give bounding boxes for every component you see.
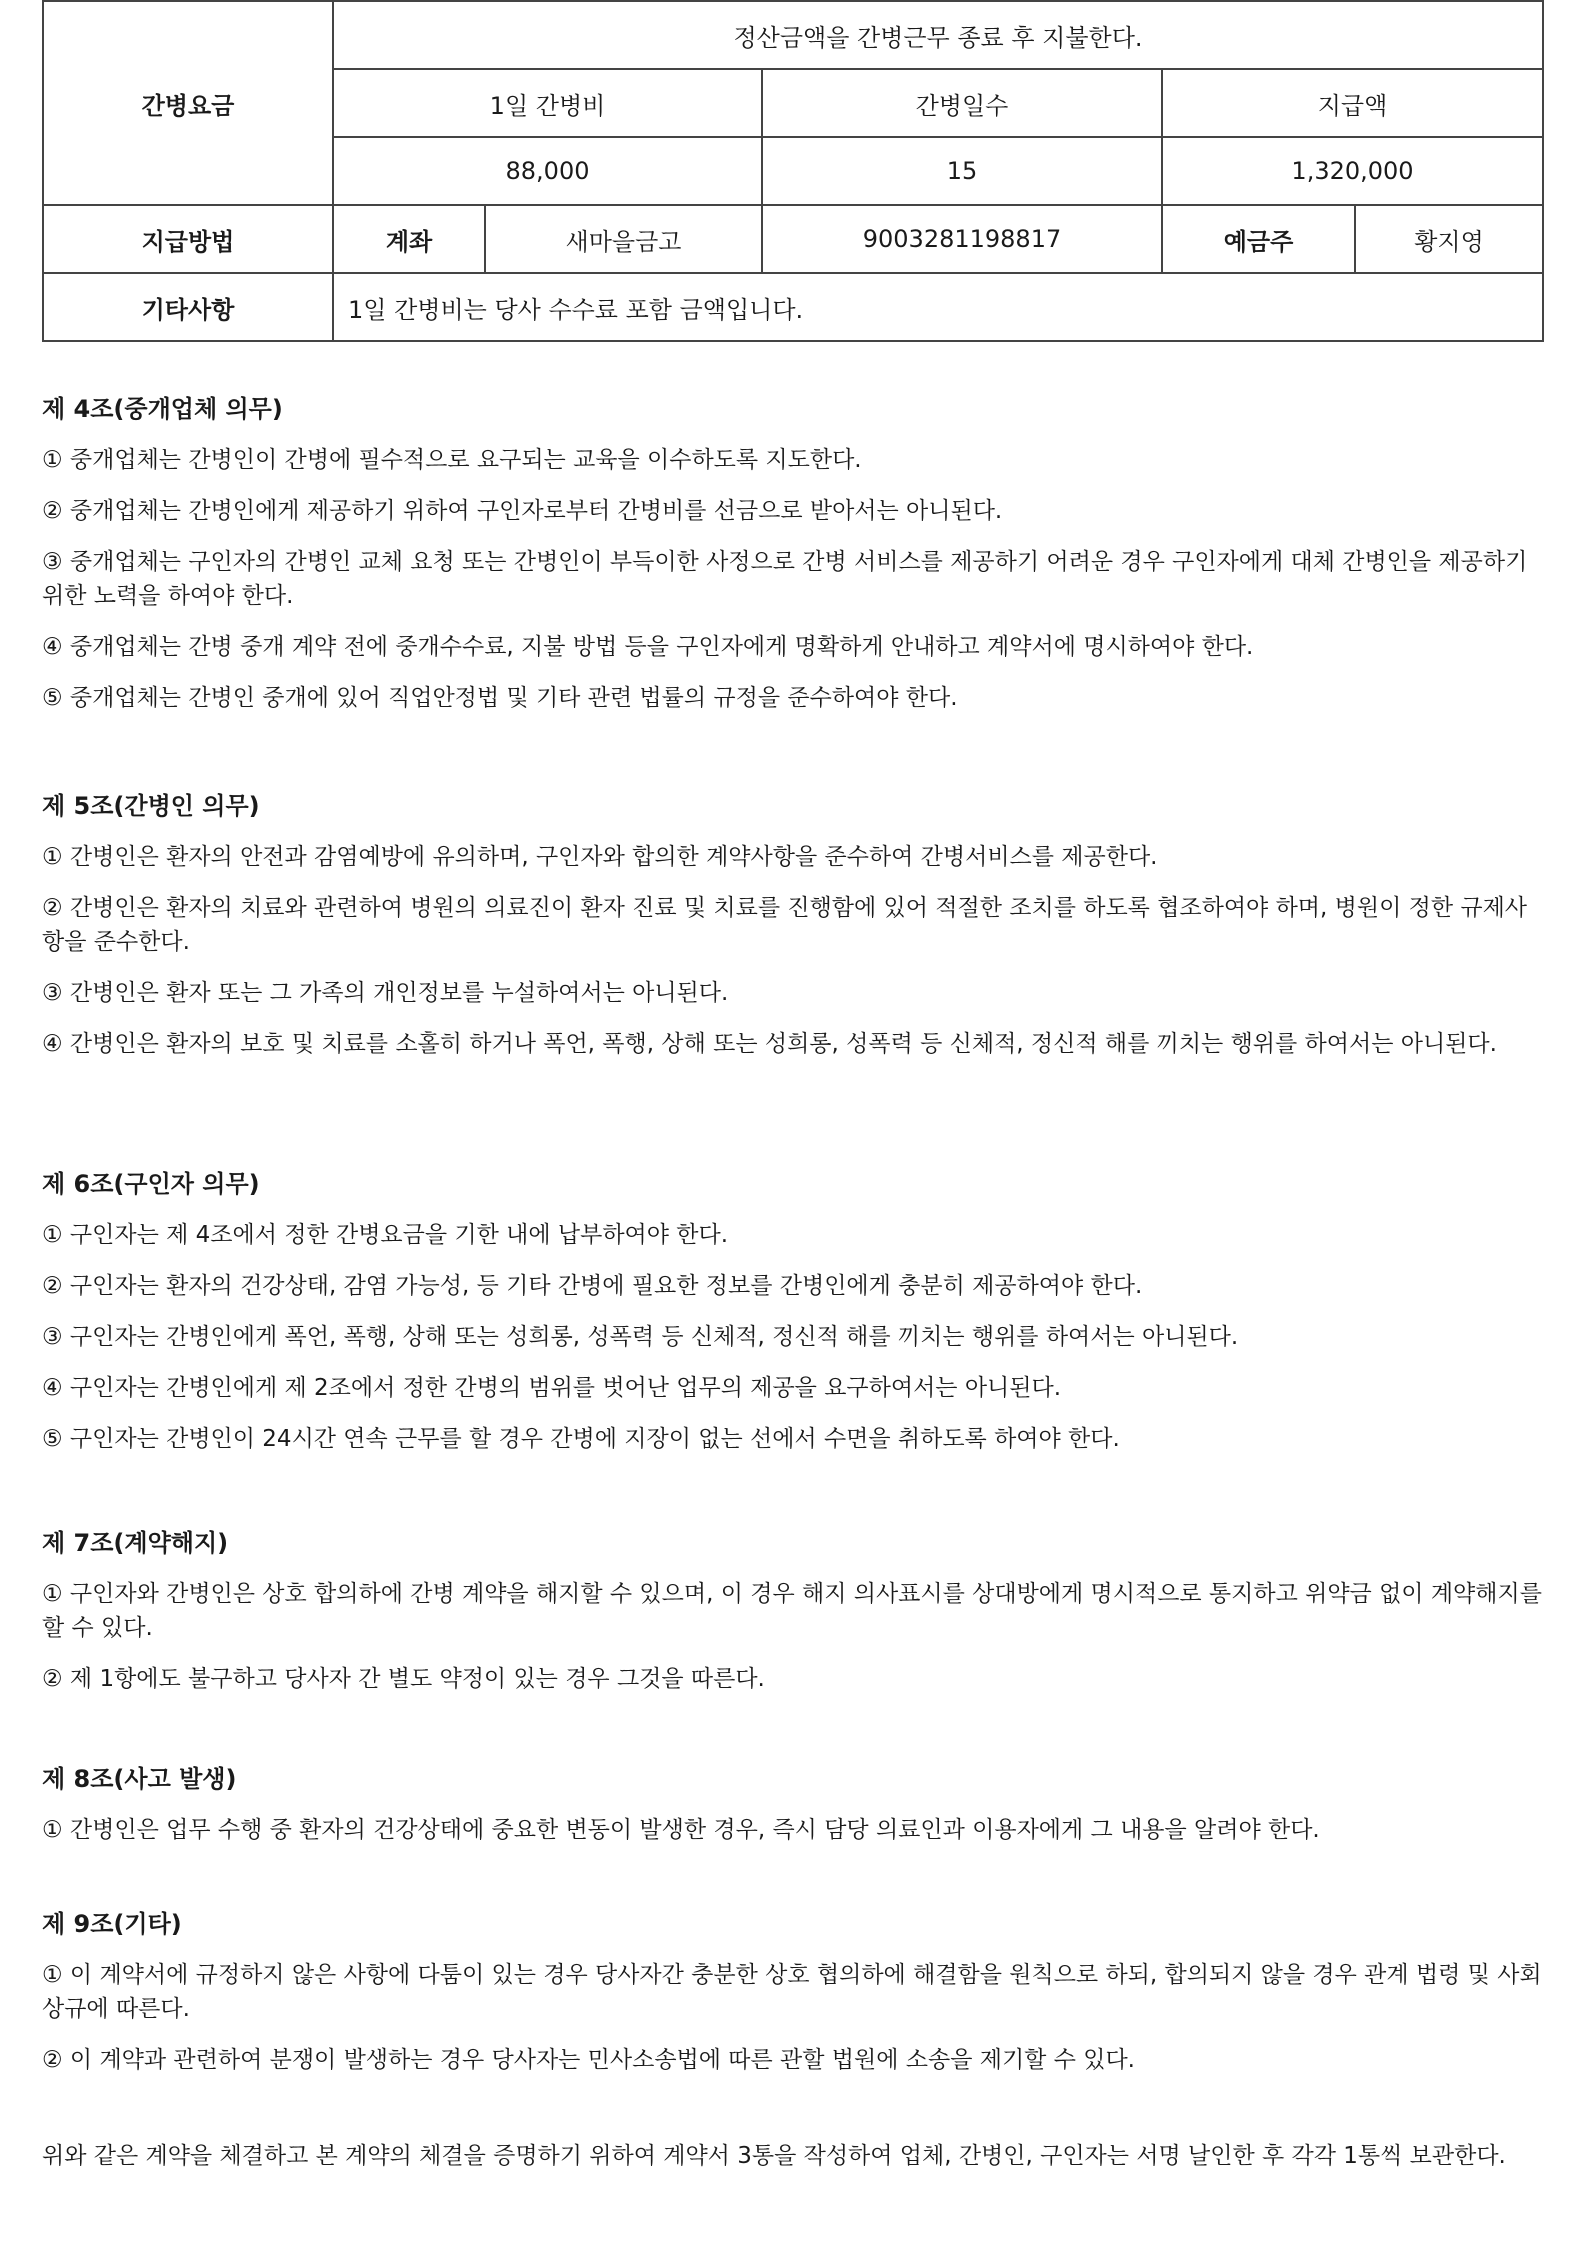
article-title: 제 4조(중개업체 의무)	[42, 395, 283, 423]
payment-method-label: 지급방법	[43, 205, 333, 273]
article-5	[42, 789, 1542, 1061]
article-title: 제 5조(간병인 의무)	[42, 792, 260, 820]
article-8	[42, 1762, 1542, 1847]
clause: ① 구인자는 제 4조에서 정한 간병요금을 기한 내에 납부하여야 한다.	[42, 1222, 729, 1248]
article-9	[42, 1907, 1542, 2077]
clause: ② 이 계약과 관련하여 분쟁이 발생하는 경우 당사자는 민사소송법에 따른 관할 법원에 소송을 제기할 수 있다.	[42, 2047, 1135, 2073]
clause: ① 이 계약서에 규정하지 않은 사항에 다툼이 있는 경우 당사자간 충분한 상호 협의하에 해결함을 원칙으로 하되, 합의되지 않을 경우 관계 법령 및 사회상규에 따른다.	[42, 1962, 1542, 2022]
clause: ① 중개업체는 간병인이 간병에 필수적으로 요구되는 교육을 이수하도록 지도한다.	[42, 447, 862, 473]
clause: ④ 간병인은 환자의 보호 및 치료를 소홀히 하거나 폭언, 폭행, 상해 또는 성희롱, 성폭력 등 신체적, 정신적 해를 끼치는 행위를 하여서는 아니된다.	[42, 1031, 1497, 1057]
holder-name: 황지영	[1355, 205, 1543, 273]
article-7	[42, 1526, 1542, 1696]
holder-label: 예금주	[1162, 205, 1355, 273]
other-note: 1일 간병비는 당사 수수료 포함 금액입니다.	[333, 273, 1543, 341]
clause: ③ 구인자는 간병인에게 폭언, 폭행, 상해 또는 성희롱, 성폭력 등 신체적, 정신적 해를 끼치는 행위를 하여서는 아니된다.	[42, 1324, 1239, 1350]
clause: ⑤ 중개업체는 간병인 중개에 있어 직업안정법 및 기타 관련 법률의 규정을 준수하여야 한다.	[42, 685, 958, 711]
article-title: 제 7조(계약해지)	[42, 1529, 229, 1557]
article-title: 제 9조(기타)	[42, 1910, 182, 1938]
amount-header: 지급액	[1162, 69, 1543, 137]
daily-fee-header: 1일 간병비	[333, 69, 762, 137]
fee-table	[42, 0, 1544, 342]
closing-statement: 위와 같은 계약을 체결하고 본 계약의 체결을 증명하기 위하여 계약서 3통을 작성하여 업체, 간병인, 구인자는 서명 날인한 후 각각 1통씩 보관한다.	[42, 2143, 1506, 2169]
daily-fee-value: 88,000	[333, 137, 762, 205]
clause: ③ 중개업체는 구인자의 간병인 교체 요청 또는 간병인이 부득이한 사정으로 간병 서비스를 제공하기 어려운 경우 구인자에게 대체 간병인을 제공하기 위한 노력을 하여야 한다.	[42, 549, 1528, 609]
clause: ③ 간병인은 환자 또는 그 가족의 개인정보를 누설하여서는 아니된다.	[42, 980, 729, 1006]
clause: ① 간병인은 업무 수행 중 환자의 건강상태에 중요한 변동이 발생한 경우, 즉시 담당 의료인과 이용자에게 그 내용을 알려야 한다.	[42, 1817, 1320, 1843]
days-header: 간병일수	[762, 69, 1162, 137]
article-title: 제 8조(사고 발생)	[42, 1765, 237, 1793]
article-4	[42, 392, 1542, 715]
clause: ② 간병인은 환자의 치료와 관련하여 병원의 의료진이 환자 진료 및 치료를 진행함에 있어 적절한 조치를 하도록 협조하여야 하며, 병원이 정한 규제사항을 준수한다.	[42, 895, 1528, 955]
clause: ② 구인자는 환자의 건강상태, 감염 가능성, 등 기타 간병에 필요한 정보를 간병인에게 충분히 제공하여야 한다.	[42, 1273, 1143, 1299]
clause: ① 간병인은 환자의 안전과 감염예방에 유의하며, 구인자와 합의한 계약사항을 준수하여 간병서비스를 제공한다.	[42, 844, 1158, 870]
days-value: 15	[762, 137, 1162, 205]
article-title: 제 6조(구인자 의무)	[42, 1170, 260, 1198]
contract-page	[42, 0, 1542, 2169]
amount-value: 1,320,000	[1162, 137, 1543, 205]
account-label: 계좌	[333, 205, 485, 273]
clause: ① 구인자와 간병인은 상호 합의하에 간병 계약을 해지할 수 있으며, 이 경우 해지 의사표시를 상대방에게 명시적으로 통지하고 위약금 없이 계약해지를 할 수 있다.	[42, 1581, 1542, 1641]
clause: ② 제 1항에도 불구하고 당사자 간 별도 약정이 있는 경우 그것을 따른다.	[42, 1666, 765, 1692]
payment-note: 정산금액을 간병근무 종료 후 지불한다.	[333, 1, 1543, 69]
clause: ④ 구인자는 간병인에게 제 2조에서 정한 간병의 범위를 벗어난 업무의 제공을 요구하여서는 아니된다.	[42, 1375, 1062, 1401]
clause: ⑤ 구인자는 간병인이 24시간 연속 근무를 할 경우 간병에 지장이 없는 선에서 수면을 취하도록 하여야 한다.	[42, 1426, 1120, 1452]
other-label: 기타사항	[43, 273, 333, 341]
clause: ④ 중개업체는 간병 중개 계약 전에 중개수수료, 지불 방법 등을 구인자에게 명확하게 안내하고 계약서에 명시하여야 한다.	[42, 634, 1254, 660]
bank-name: 새마을금고	[485, 205, 762, 273]
article-6	[42, 1167, 1542, 1456]
account-number: 9003281198817	[762, 205, 1162, 273]
clause: ② 중개업체는 간병인에게 제공하기 위하여 구인자로부터 간병비를 선금으로 받아서는 아니된다.	[42, 498, 1003, 524]
fee-label: 간병요금	[43, 1, 333, 205]
